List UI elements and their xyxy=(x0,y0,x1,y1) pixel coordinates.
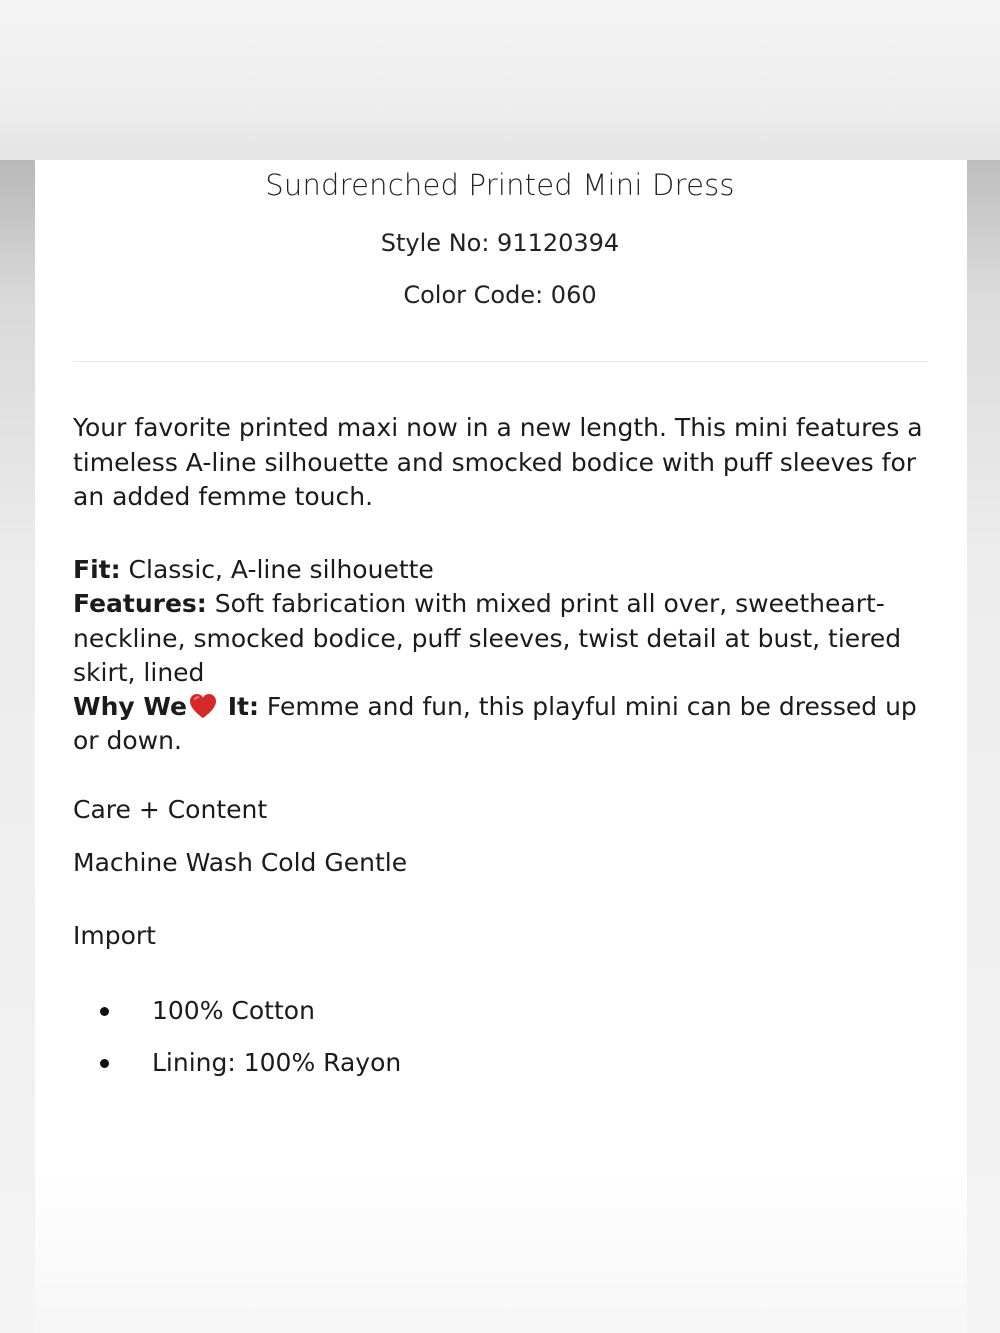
product-description: Your favorite printed maxi now in a new length. This mini features a timeless A-line silhouette and smocked bodice with puff sleeves for an added femme touch. xyxy=(73,413,923,511)
section-divider xyxy=(73,361,928,362)
why-we-label: Why We xyxy=(73,692,188,722)
fit-label: Fit: xyxy=(73,555,121,584)
materials-list xyxy=(73,993,401,1097)
color-code: Color Code: 060 xyxy=(403,281,597,309)
bottom-fade xyxy=(35,1170,967,1333)
left-edge-shadow xyxy=(0,160,35,1333)
wash-instructions: Machine Wash Cold Gentle xyxy=(73,848,408,877)
bullet-icon xyxy=(100,1059,109,1068)
bullet-icon xyxy=(100,1007,109,1016)
features-value: Soft fabrication with mixed print all over, sweetheart-neckline, smocked bodice, puff sleeves, twist detail at bust, tiered skirt, lined xyxy=(73,589,902,687)
style-number: Style No: 91120394 xyxy=(380,229,620,257)
fit-value: Classic, A-line silhouette xyxy=(120,555,434,584)
list-item xyxy=(73,1045,401,1097)
material-text: 100% Cotton xyxy=(152,996,315,1025)
heart-icon xyxy=(189,693,217,719)
right-edge-shadow xyxy=(967,160,1000,1333)
it-label: It: xyxy=(219,692,259,722)
screenshot-top-band xyxy=(0,0,1000,160)
list-item xyxy=(73,993,401,1045)
care-content-heading: Care + Content xyxy=(73,795,268,824)
origin-import: Import xyxy=(73,921,156,950)
product-title: Sundrenched Printed Mini Dress xyxy=(265,168,735,202)
product-details xyxy=(73,553,943,759)
features-label: Features: xyxy=(73,589,207,619)
material-text: Lining: 100% Rayon xyxy=(152,1048,402,1077)
why-value: Femme and fun, this playful mini can be dressed up or down. xyxy=(73,692,917,756)
